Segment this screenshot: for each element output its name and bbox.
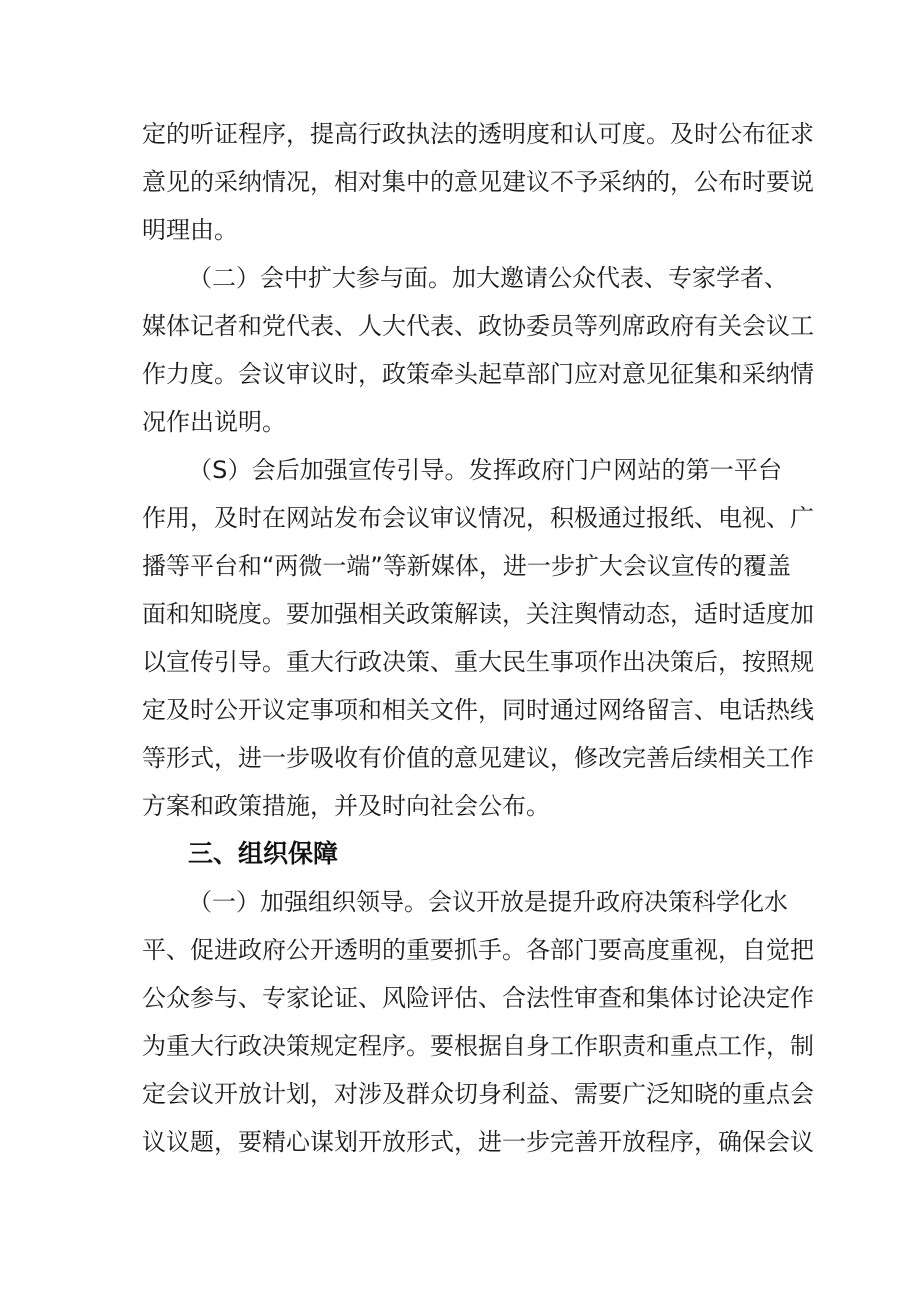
paragraph-line: （一）加强组织领导。会议开放是提升政府决策科学化水 <box>188 888 788 916</box>
paragraph-line: 平、促进政府公开透明的重要抓手。各部门要高度重视，自觉把 <box>142 936 814 964</box>
paragraph-line: （S）会后加强宣传引导。发挥政府门户网站的第一平台 <box>188 456 782 484</box>
section-heading: 三、组织保障 <box>188 839 339 868</box>
paragraph-line: 为重大行政决策规定程序。要根据自身工作职责和重点工作，制 <box>142 1032 814 1060</box>
paragraph-line: 定的听证程序，提高行政执法的透明度和认可度。及时公布征求 <box>142 120 814 148</box>
paragraph-line: 定及时公开议定事项和相关文件，同时通过网络留言、电话热线 <box>142 696 814 724</box>
paragraph-line: 播等平台和“两微一端”等新媒体，进一步扩大会议宣传的覆盖 <box>142 552 791 580</box>
paragraph-line: 况作出说明。 <box>142 408 286 436</box>
paragraph-line: 作力度。会议审议时，政策牵头起草部门应对意见征集和采纳情 <box>142 360 814 388</box>
paragraph-line: 议议题，要精心谋划开放形式，进一步完善开放程序，确保会议 <box>142 1128 814 1156</box>
paragraph-line: 明理由。 <box>142 216 238 244</box>
paragraph-line: 作用，及时在网站发布会议审议情况，积极通过报纸、电视、广 <box>142 504 814 532</box>
paragraph-line: （二）会中扩大参与面。加大邀请公众代表、专家学者、 <box>188 264 788 292</box>
paragraph-line: 意见的采纳情况，相对集中的意见建议不予采纳的，公布时要说 <box>142 168 814 196</box>
paragraph-line: 方案和政策措施，并及时向社会公布。 <box>142 792 550 820</box>
paragraph-line: 公众参与、专家论证、风险评估、合法性审查和集体讨论决定作 <box>142 984 814 1012</box>
paragraph-line: 面和知晓度。要加强相关政策解读，关注舆情动态，适时适度加 <box>142 600 814 628</box>
paragraph-line: 以宣传引导。重大行政决策、重大民生事项作出决策后，按照规 <box>142 648 814 676</box>
paragraph-line: 媒体记者和党代表、人大代表、政协委员等列席政府有关会议工 <box>142 312 814 340</box>
paragraph-line: 定会议开放计划，对涉及群众切身利益、需要广泛知晓的重点会 <box>142 1080 814 1108</box>
paragraph-line: 等形式，进一步吸收有价值的意见建议，修改完善后续相关工作 <box>142 744 814 772</box>
